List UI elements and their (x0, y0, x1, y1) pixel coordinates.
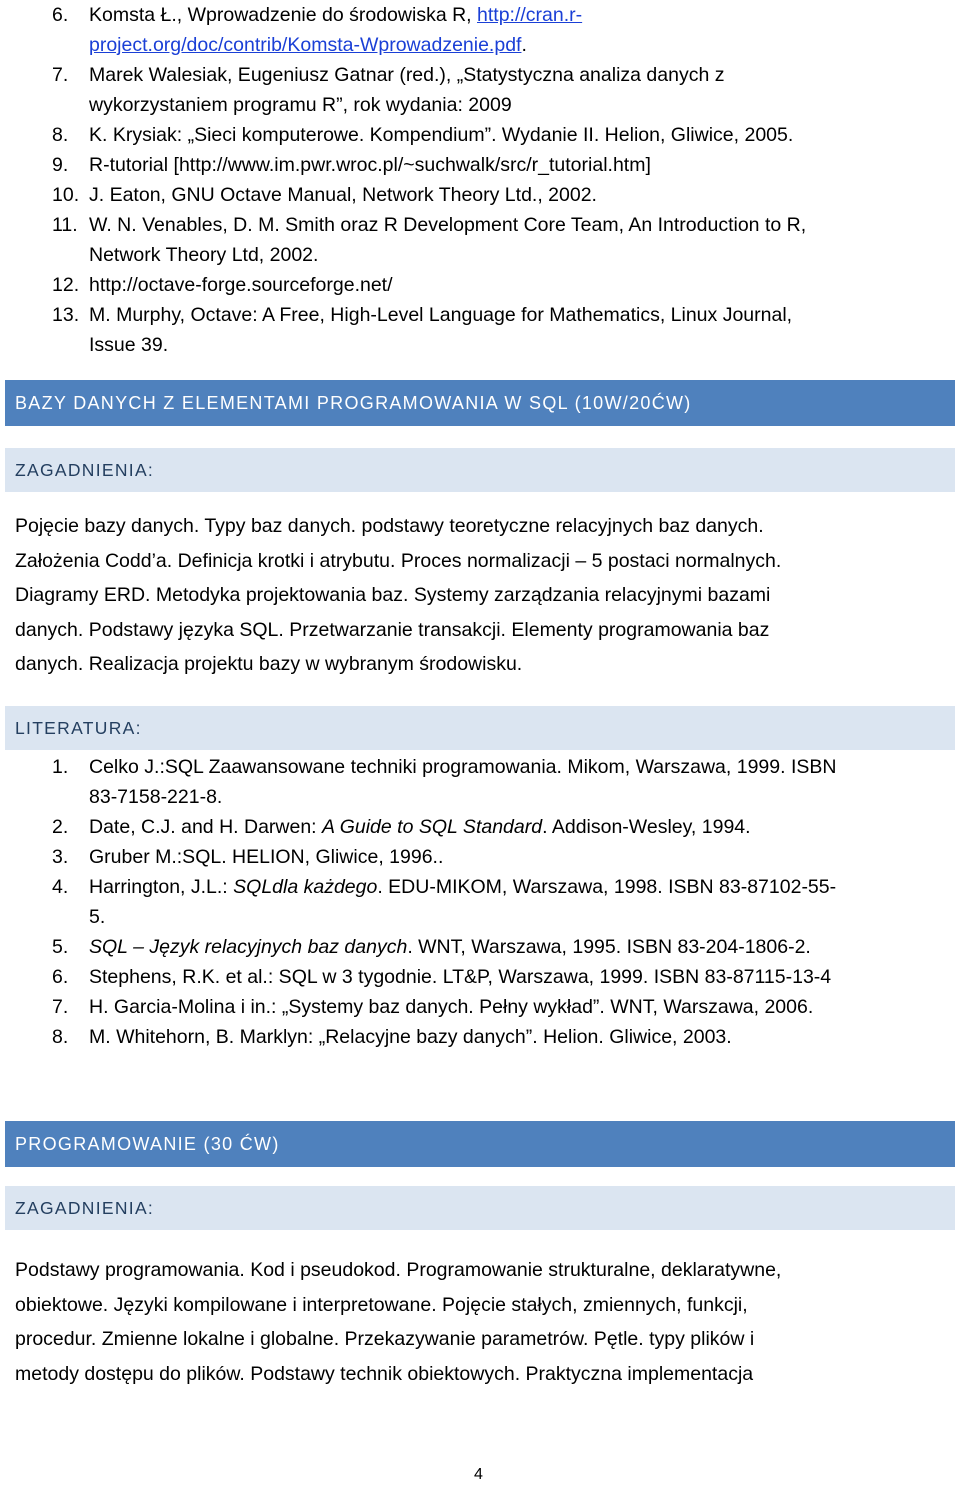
list-number: 6. (52, 4, 69, 26)
list-number: 8. (52, 124, 69, 146)
reference-text: Stephens, R.K. et al.: SQL w 3 tygodnie. LT&P, Warszawa, 1999. ISBN 83-87115-13-4 (89, 966, 832, 988)
url-link[interactable]: project.org/doc/contrib/Komsta-Wprowadzenie.pdf (89, 34, 522, 56)
reference-item (52, 270, 952, 300)
section-heading-databases: BAZY DANYCH Z ELEMENTAMI PROGRAMOWANIA W SQL (10W/20ĆW) (5, 380, 955, 426)
list-number: 9. (52, 154, 69, 176)
reference-item (52, 300, 952, 330)
literature-item (52, 1022, 952, 1052)
list-number: 4. (52, 876, 69, 898)
paragraph-line: danych. Podstawy języka SQL. Przetwarzanie transakcji. Elementy programowania baz (15, 618, 770, 641)
literature-item (52, 752, 952, 782)
reference-text: wykorzystaniem programu R”, rok wydania: 2009 (89, 94, 512, 116)
list-number: 11. (52, 214, 78, 236)
reference-item (52, 60, 952, 90)
reference-text: Network Theory Ltd, 2002. (89, 244, 319, 266)
literature-item (52, 842, 952, 872)
reference-list (52, 0, 952, 360)
literature-item (52, 992, 952, 1022)
paragraph-line: metody dostępu do plików. Podstawy technik obiektowych. Praktyczna implementacja (15, 1362, 754, 1385)
reference-item (52, 120, 952, 150)
list-number: 12. (52, 274, 80, 296)
list-number: 6. (52, 966, 69, 988)
reference-text: 83-7158-221-8. (89, 786, 223, 808)
list-number: 7. (52, 996, 69, 1018)
paragraph-line: Podstawy programowania. Kod i pseudokod. Programowanie strukturalne, deklaratywne, (15, 1259, 782, 1281)
reference-item (52, 210, 952, 240)
reference-text: M. Murphy, Octave: A Free, High-Level Language for Mathematics, Linux Journal, (89, 304, 793, 326)
reference-text: 5. (89, 906, 106, 928)
literature-item (52, 872, 952, 902)
reference-text: K. Krysiak: „Sieci komputerowe. Kompendium”. Wydanie II. Helion, Gliwice, 2005. (89, 124, 794, 146)
reference-text: M. Whitehorn, B. Marklyn: „Relacyjne bazy danych”. Helion. Gliwice, 2003. (89, 1026, 732, 1048)
reference-item (52, 180, 952, 210)
reference-item (52, 240, 952, 270)
italic-title: SQLdla każdego (233, 876, 378, 898)
reference-text: J. Eaton, GNU Octave Manual, Network Theory Ltd., 2002. (89, 184, 597, 206)
list-number: 1. (52, 756, 69, 778)
literature-item (52, 782, 952, 812)
literature-item (52, 902, 952, 932)
section-heading-programming: PROGRAMOWANIE (30 ĆW) (5, 1121, 955, 1167)
literature-item (52, 962, 952, 992)
list-number: 3. (52, 846, 69, 868)
italic-title: SQL – Język relacyjnych baz danych (89, 936, 408, 958)
reference-text: Harrington, J.L.: (89, 876, 234, 898)
list-number: 7. (52, 64, 69, 86)
literature-list (52, 752, 952, 1052)
reference-text: W. N. Venables, D. M. Smith oraz R Development Core Team, An Introduction to R, (89, 214, 807, 236)
reference-text: Komsta Ł., Wprowadzenie do środowiska R, (89, 4, 478, 26)
reference-text: . EDU-MIKOM, Warszawa, 1998. ISBN 83-87102-55- (377, 876, 837, 898)
topics-heading: ZAGADNIENIA: (5, 448, 955, 492)
reference-item (52, 330, 952, 360)
reference-text: Date, C.J. and H. Darwen: (89, 816, 323, 838)
paragraph-line: Pojęcie bazy danych. Typy baz danych. podstawy teoretyczne relacyjnych baz danych. (15, 515, 764, 537)
list-number: 5. (52, 936, 69, 958)
reference-text: R-tutorial [http://www.im.pwr.wroc.pl/~suchwalk/src/r_tutorial.htm] (89, 154, 651, 176)
reference-text: Gruber M.:SQL. HELION, Gliwice, 1996.. (89, 846, 444, 868)
paragraph-line: Założenia Codd’a. Definicja krotki i atrybutu. Proces normalizacji – 5 postaci normalnych. (15, 549, 782, 572)
topics-paragraph-programming (15, 1253, 935, 1391)
literature-item (52, 932, 952, 962)
topics-heading-programming: ZAGADNIENIA: (5, 1186, 955, 1230)
paragraph-line: obiektowe. Języki kompilowane i interpretowane. Pojęcie stałych, zmiennych, funkcji, (15, 1293, 748, 1316)
reference-item (52, 0, 952, 30)
literature-heading: LITERATURA: (5, 706, 955, 750)
paragraph-line: Diagramy ERD. Metodyka projektowania baz. Systemy zarządzania relacyjnymi bazami (15, 584, 771, 606)
list-number: 8. (52, 1026, 69, 1048)
reference-item (52, 90, 952, 120)
reference-text: Marek Walesiak, Eugeniusz Gatnar (red.), „Statystyczna analiza danych z (89, 64, 725, 86)
reference-text: Celko J.:SQL Zaawansowane techniki programowania. Mikom, Warszawa, 1999. ISBN (89, 756, 837, 778)
url-link[interactable]: http://cran.r- (477, 4, 583, 26)
reference-text: . WNT, Warszawa, 1995. ISBN 83-204-1806-2. (407, 936, 811, 958)
italic-title: A Guide to SQL Standard (322, 816, 543, 838)
reference-text: H. Garcia-Molina i in.: „Systemy baz danych. Pełny wykład”. WNT, Warszawa, 2006. (89, 996, 814, 1018)
page-number: 4 (474, 1466, 483, 1483)
reference-item (52, 30, 952, 60)
reference-text: . (521, 34, 527, 56)
list-number: 13. (52, 304, 80, 326)
list-number: 2. (52, 816, 69, 838)
paragraph-line: procedur. Zmienne lokalne i globalne. Przekazywanie parametrów. Pętle. typy plików i (15, 1328, 755, 1350)
reference-text: . Addison-Wesley, 1994. (542, 816, 751, 838)
reference-text: Issue 39. (89, 334, 169, 356)
reference-item (52, 150, 952, 180)
literature-item (52, 812, 952, 842)
topics-paragraph (15, 509, 935, 682)
list-number: 10. (52, 184, 80, 206)
reference-text: http://octave-forge.sourceforge.net/ (89, 274, 393, 296)
paragraph-line: danych. Realizacja projektu bazy w wybranym środowisku. (15, 653, 523, 675)
